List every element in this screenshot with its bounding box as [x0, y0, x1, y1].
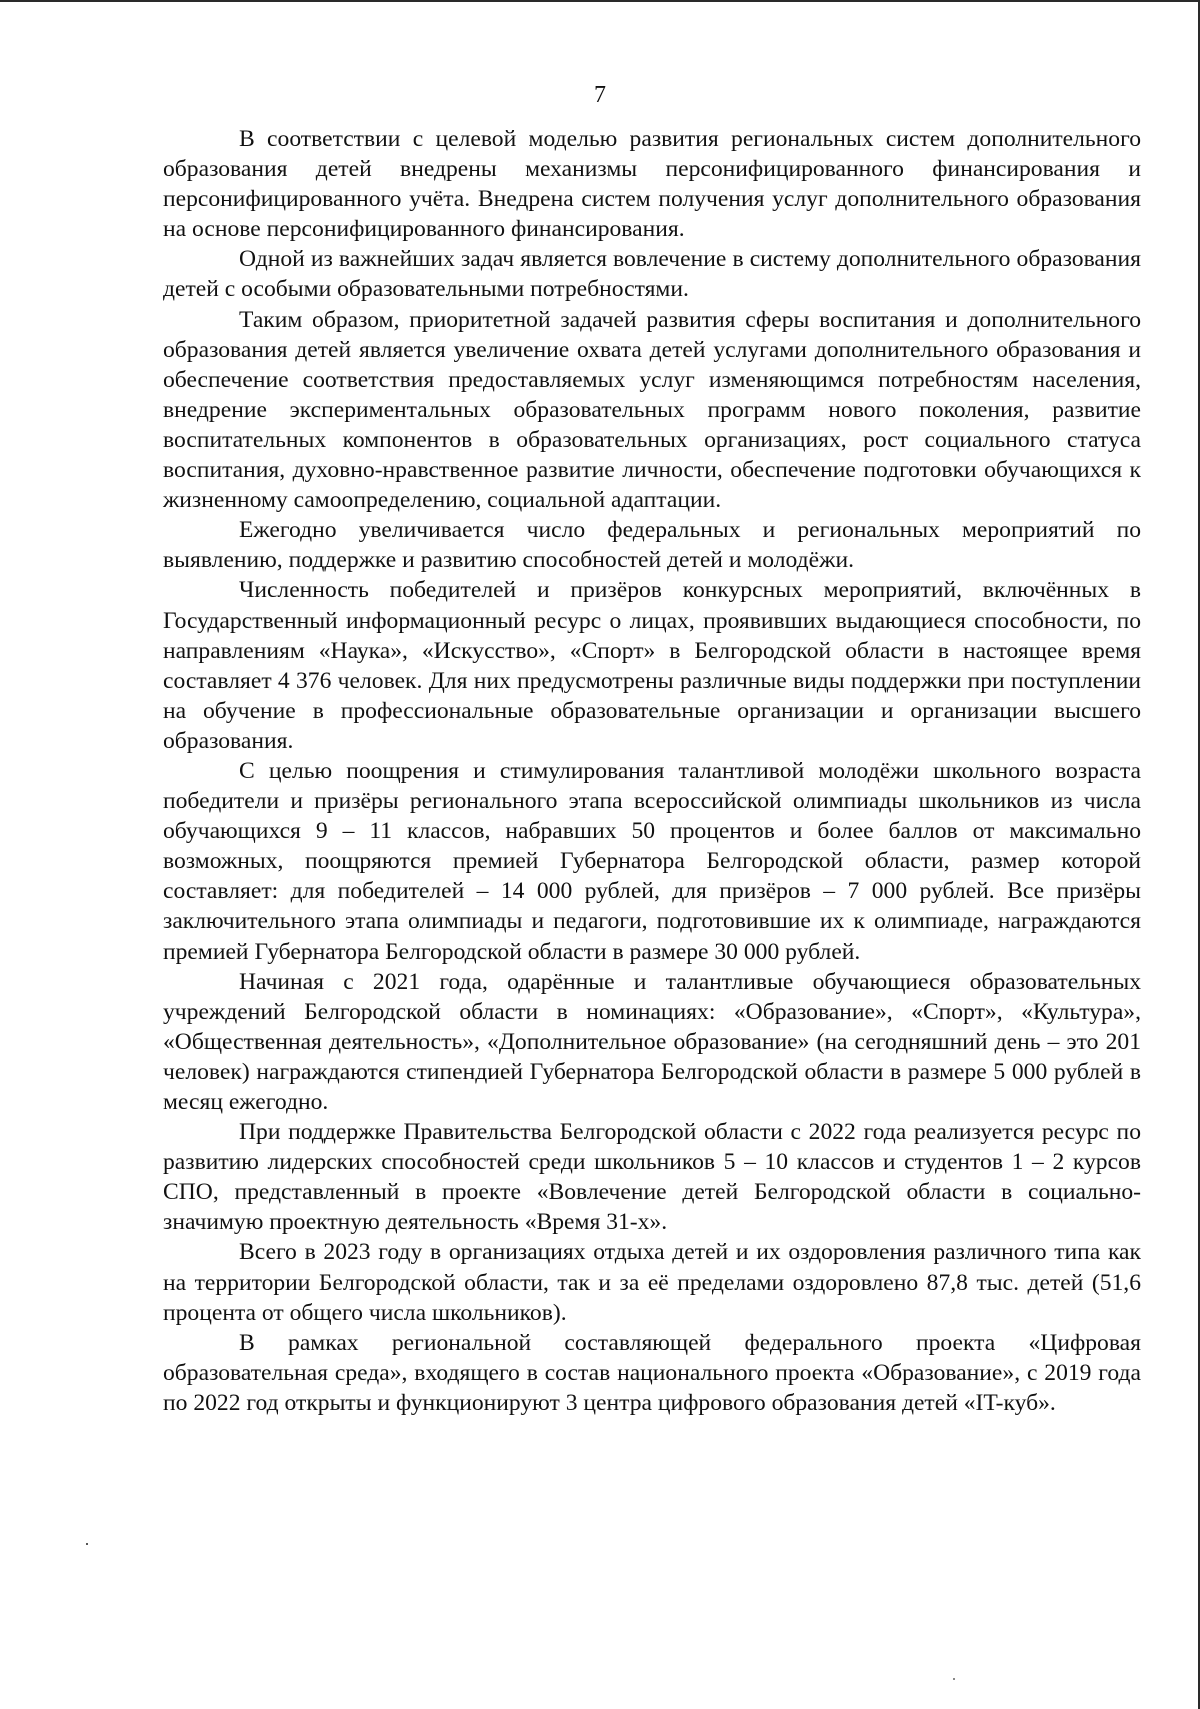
paragraph-events-growth: Ежегодно увеличивается число федеральных и региональных мероприятий по выявлению, поддержке и развитию способностей детей и молодёжи. [163, 517, 1141, 574]
paragraph-governor-prize: С целью поощрения и стимулирования талантливой молодёжи школьного возраста победители и призёры регионального этапа всероссийской олимпиады школьников из числа обучающихся 9 – 11 классов, набравших 50 процентов и более баллов от максимально возможных, поощряются премией Губернатора Белгородской области, размер которой составляет: для победителей – 14 000 рублей, для призёров – 7 000 рублей. Все призёры заключительного этапа олимпиады и педагоги, подготовившие их к олимпиаде, награждаются премией Губернатора Белгородской области в размере 30 000 рублей. [163, 757, 1141, 965]
paragraph-personified-financing: В соответствии с целевой моделью развития региональных систем дополнительного образования детей внедрены механизмы персонифицированного финансирования и персонифицированного учёта. Внедрена систем получения услуг дополнительного образования на основе персонифицированного финансирования. [163, 126, 1141, 243]
paragraph-priority-task: Таким образом, приоритетной задачей развития сферы воспитания и дополнительного образования детей является увеличение охвата детей услугами дополнительного образования и обеспечение соответствия предоставляемых услуг изменяющимся потребностям населения, внедрение экспериментальных образовательных программ нового поколения, развитие воспитательных компонентов в образовательных организациях, рост социального статуса воспитания, духовно-нравственное развитие личности, обеспечение подготовки обучающихся к жизненному самоопределению, социальной адаптации. [163, 306, 1141, 514]
document-body [163, 124, 1141, 1418]
paragraph-governor-scholarship: Начиная с 2021 года, одарённые и талантливые обучающиеся образовательных учреждений Белгородской области в номинациях: «Образование», «Спорт», «Культура», «Общественная деятельность», «Дополнительное образование» (на сегодняшний день – это 201 человек) награждаются стипендией Губернатора Белгородской области в размере 5 000 рублей в месяц ежегодно. [163, 968, 1141, 1115]
paragraph-winners-count: Численность победителей и призёров конкурсных мероприятий, включённых в Государственный информационный ресурс о лицах, проявивших выдающиеся способности, по направлениям «Наука», «Искусство», «Спорт» в Белгородской области в настоящее время составляет 4 376 человек. Для них предусмотрены различные виды поддержки при поступлении на обучение в профессиональные образовательные организации и организации высшего образования. [163, 577, 1141, 754]
paragraph-leadership-project: При поддержке Правительства Белгородской области с 2022 года реализуется ресурс по развитию лидерских способностей среди школьников 5 – 10 классов и студентов 1 – 2 курсов СПО, представленный в проекте «Вовлечение детей Белгородской области в социально-значимую проектную деятельность «Время 31-х». [163, 1119, 1141, 1236]
page-number: 7 [594, 82, 606, 108]
paragraph-summer-recreation: Всего в 2023 году в организациях отдыха детей и их оздоровления различного типа как на территории Белгородской области, так и за её пределами оздоровлено 87,8 тыс. детей (51,6 процента от общего числа школьников). [163, 1239, 1141, 1326]
paragraph-special-needs: Одной из важнейших задач является вовлечение в систему дополнительного образования детей с особыми образовательными потребностями. [163, 246, 1141, 303]
scan-speck [86, 1543, 88, 1545]
scan-speck [953, 1678, 955, 1680]
paragraph-it-cube: В рамках региональной составляющей федерального проекта «Цифровая образовательная среда», входящего в состав национального проекта «Образование», с 2019 года по 2022 год открыты и функционируют 3 центра цифрового образования детей «IT-куб». [163, 1329, 1141, 1416]
